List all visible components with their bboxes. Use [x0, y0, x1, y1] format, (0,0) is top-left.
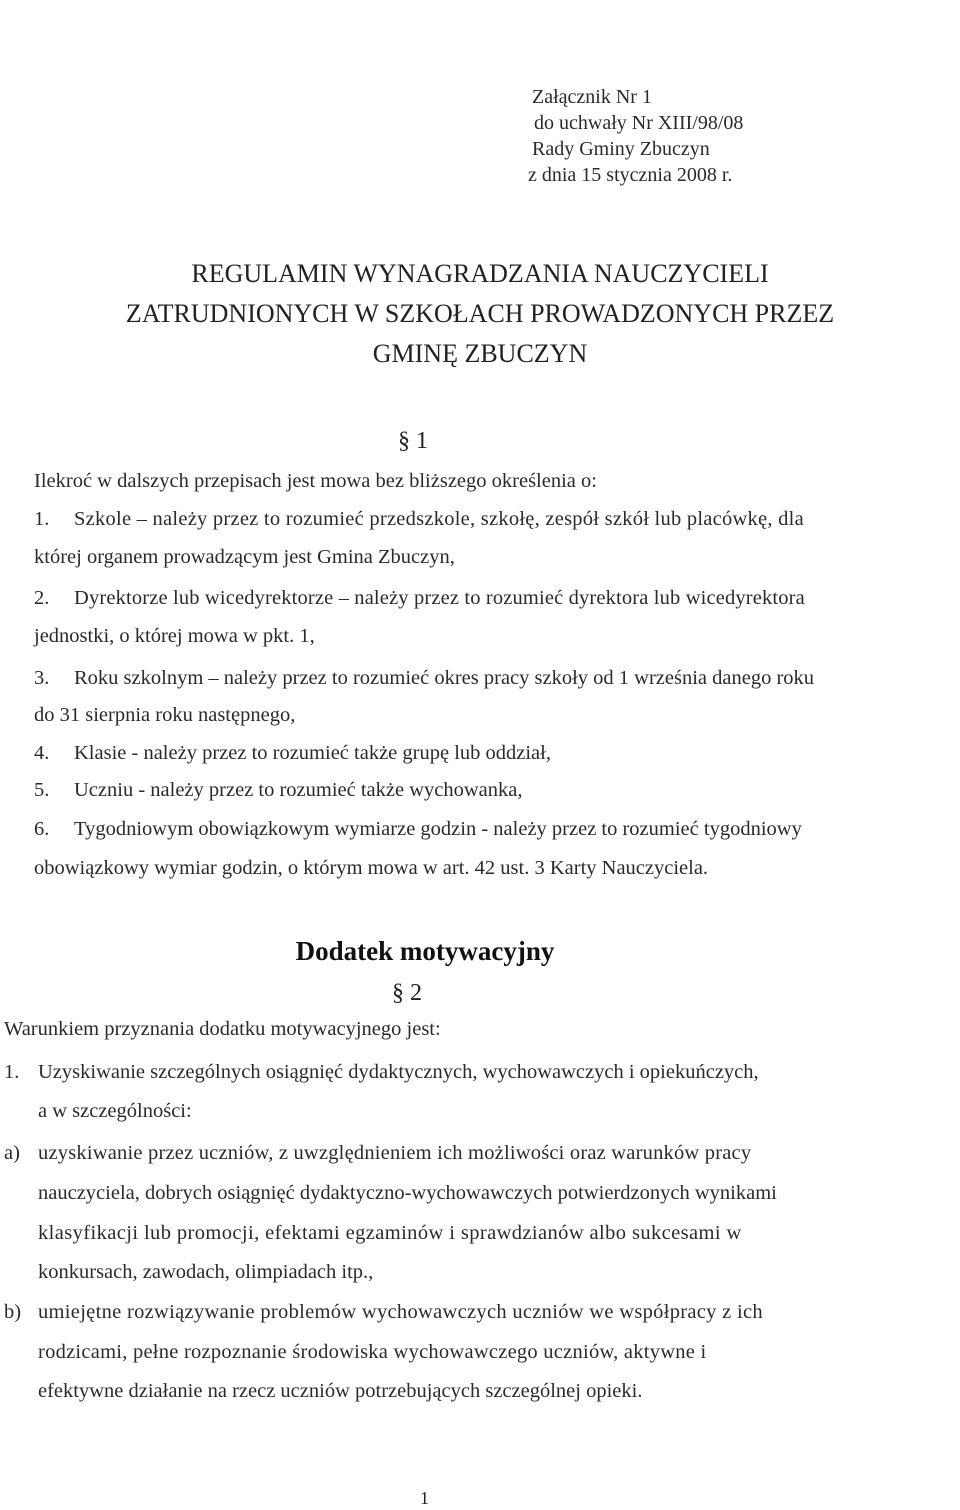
list-item-text: Uczniu - należy przez to rozumieć także wychowanka, — [74, 779, 523, 801]
list-item-number: 5. — [34, 779, 50, 801]
list-item-text: Roku szkolnym – należy przez to rozumieć okres pracy szkoły od 1 września danego roku — [74, 667, 815, 689]
section-1-mark: § 1 — [398, 428, 428, 454]
annex-line: do uchwały Nr XIII/98/08 — [534, 112, 744, 134]
list-item-number: 4. — [34, 742, 50, 764]
document-title — [0, 254, 960, 374]
sub-item-letter: a) — [4, 1142, 20, 1164]
annex-line: Załącznik Nr 1 — [532, 86, 652, 108]
page-number: 1 — [420, 1488, 429, 1508]
annex-line: z dnia 15 stycznia 2008 r. — [528, 164, 733, 186]
list-item-number: 1. — [4, 1061, 20, 1083]
annex-header — [528, 84, 743, 188]
list-item-text: Dyrektorze lub wicedyrektorze – należy przez to rozumieć dyrektora lub wicedyrektora — [74, 587, 805, 609]
list-item-text: Tygodniowym obowiązkowym wymiarze godzin - należy przez to rozumieć tygodniowy — [74, 818, 802, 840]
sub-item-letter: b) — [4, 1301, 22, 1323]
sub-item-text: klasyfikacji lub promocji, efektami egzaminów i sprawdzianów albo sukcesami w — [38, 1222, 742, 1244]
sub-item-text: uzyskiwanie przez uczniów, z uwzględnieniem ich możliwości oraz warunków pracy — [38, 1142, 752, 1164]
list-item-text: Klasie - należy przez to rozumieć także grupę lub oddział, — [74, 742, 551, 764]
list-item-text: a w szczególności: — [38, 1100, 192, 1122]
list-item-text: obowiązkowy wymiar godzin, o którym mowa w art. 42 ust. 3 Karty Nauczyciela. — [34, 857, 709, 879]
sub-item-text: rodzicami, pełne rozpoznanie środowiska wychowawczego uczniów, aktywne i — [38, 1341, 707, 1363]
list-item-number: 2. — [34, 587, 50, 609]
list-item-text: do 31 sierpnia roku następnego, — [34, 704, 296, 726]
list-item-number: 1. — [34, 508, 50, 530]
title-line: ZATRUDNIONYCH W SZKOŁACH PROWADZONYCH PRZEZ — [125, 299, 835, 328]
section-1-intro: Ilekroć w dalszych przepisach jest mowa bez bliższego określenia o: — [34, 470, 597, 492]
annex-line: Rady Gminy Zbuczyn — [532, 138, 710, 160]
section-2-mark: § 2 — [392, 980, 422, 1006]
title-line: GMINĘ ZBUCZYN — [372, 339, 588, 368]
list-item-text: jednostki, o której mowa w pkt. 1, — [34, 625, 315, 647]
list-item-number: 6. — [34, 818, 50, 840]
list-item-text: Szkole – należy przez to rozumieć przedszkole, szkołę, zespół szkół lub placówkę, dla — [74, 508, 804, 530]
sub-item-text: konkursach, zawodach, olimpiadach itp., — [38, 1261, 374, 1283]
section-subheading: Dodatek motywacyjny — [295, 936, 555, 966]
list-item-text: której organem prowadzącym jest Gmina Zbuczyn, — [34, 546, 455, 568]
sub-item-text: nauczyciela, dobrych osiągnięć dydaktyczno-wychowawczych potwierdzonych wynikami — [38, 1182, 777, 1204]
sub-item-text: umiejętne rozwiązywanie problemów wychowawczych uczniów we współpracy z ich — [38, 1301, 763, 1323]
sub-item-text: efektywne działanie na rzecz uczniów potrzebujących szczególnej opieki. — [38, 1380, 643, 1402]
list-item-text: Uzyskiwanie szczególnych osiągnięć dydaktycznych, wychowawczych i opiekuńczych, — [38, 1061, 759, 1083]
title-line: REGULAMIN WYNAGRADZANIA NAUCZYCIELI — [191, 259, 769, 288]
section-2-intro: Warunkiem przyznania dodatku motywacyjnego jest: — [4, 1018, 441, 1040]
list-item-number: 3. — [34, 667, 50, 689]
